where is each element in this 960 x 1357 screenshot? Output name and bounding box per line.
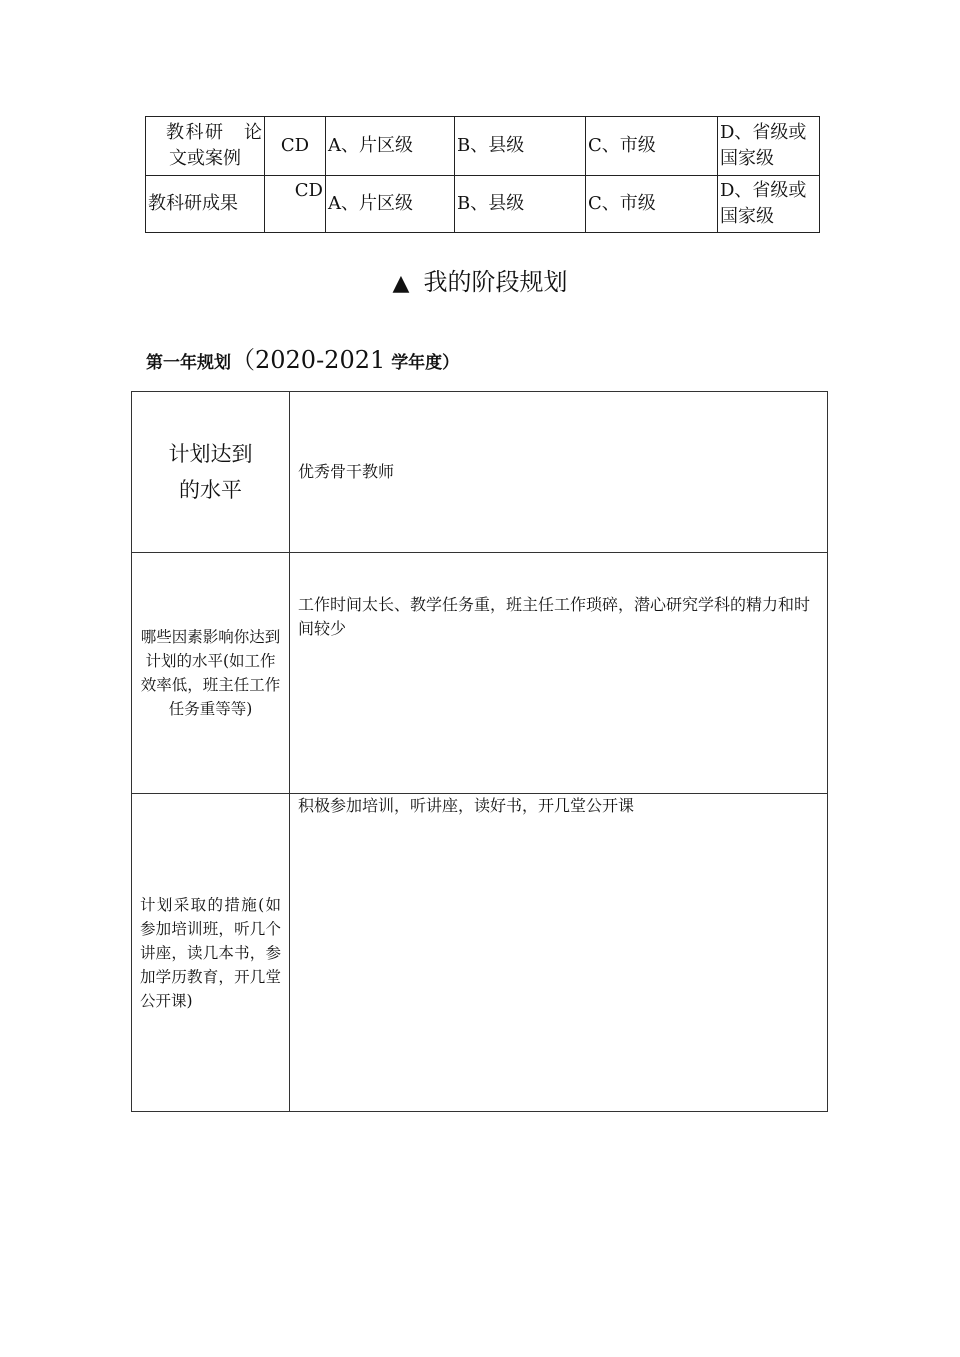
year-plan-period: （2020-2021: [231, 346, 386, 374]
code-cell: CD: [265, 176, 326, 233]
year-plan-heading: [146, 340, 459, 375]
option-b-cell: B、县级: [455, 117, 586, 176]
table-row: [132, 553, 828, 794]
year-plan-suffix: 学年度）: [391, 353, 460, 373]
category-cell: 教科研成果: [146, 176, 265, 233]
measures-content: 积极参加培训，听讲座，读好书，开几堂公开课: [290, 794, 828, 1112]
option-d-cell: D、省级或国家级: [718, 117, 820, 176]
measures-label: 计划采取的措施(如参加培训班，听几个讲座，读几本书，参加学历教育，开几堂公开课): [132, 794, 290, 1112]
table-row: [132, 392, 828, 553]
label-line: 的水平: [179, 478, 242, 502]
plan-table: [131, 391, 828, 1112]
target-level-label: [132, 392, 290, 553]
year-plan-title: 第一年规划: [146, 353, 231, 373]
category-line2: 文或案例: [169, 148, 241, 169]
section-heading: [0, 262, 960, 297]
target-level-content: 优秀骨干教师: [290, 392, 828, 553]
code-cell: CD: [265, 117, 326, 176]
category-cell: [146, 117, 265, 176]
section-title: 我的阶段规划: [423, 268, 568, 296]
research-level-table: [145, 116, 820, 233]
table-row: [146, 117, 820, 176]
table-row: [146, 176, 820, 233]
option-b-cell: B、县级: [455, 176, 586, 233]
category-line1: 教科研 论: [166, 122, 262, 143]
table-row: [132, 794, 828, 1112]
option-a-cell: A、片区级: [326, 176, 455, 233]
option-c-cell: C、市级: [586, 117, 718, 176]
triangle-icon: ▲: [392, 271, 410, 296]
option-c-cell: C、市级: [586, 176, 718, 233]
option-a-cell: A、片区级: [326, 117, 455, 176]
label-line: 计划达到: [168, 442, 253, 466]
factors-content: 工作时间太长、教学任务重，班主任工作琐碎，潜心研究学科的精力和时间较少: [290, 553, 828, 794]
option-d-cell: D、省级或国家级: [718, 176, 820, 233]
factors-label: 哪些因素影响你达到计划的水平(如工作效率低，班主任工作任务重等等): [132, 553, 290, 794]
